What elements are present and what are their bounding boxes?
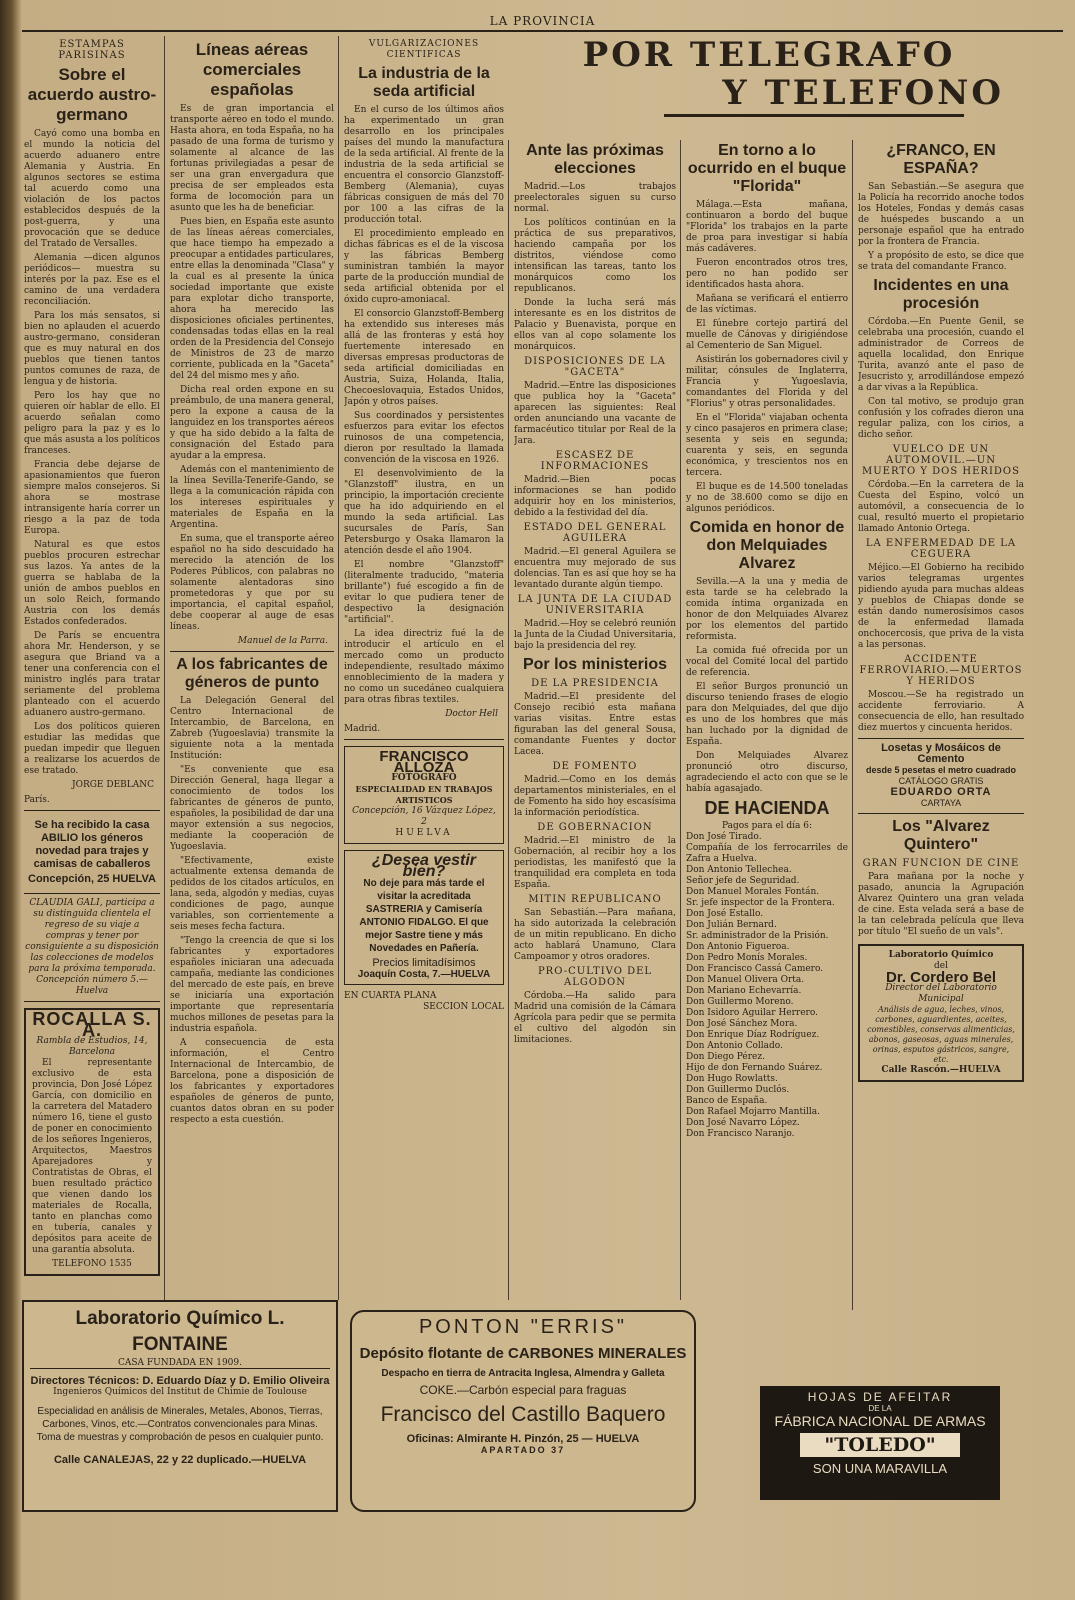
paragraph: Madrid.—Bien pocas informaciones se han podido adquirir hoy en los ministerios, debido a la festividad del día. bbox=[514, 475, 676, 518]
paragraph: Además con el mantenimiento de la línea Sevilla-Tenerife-Gando, se llega a la comunicación rápida con los intereses espirituales y materiales de España en la Argentina. bbox=[170, 465, 334, 530]
paragraph: Pagos para el día 6: bbox=[721, 821, 813, 831]
list-item: Compañía de los ferrocarriles de Zafra a Huelva. bbox=[686, 843, 848, 864]
list-item: Don Antonio Collado. bbox=[686, 1041, 783, 1051]
subheading: VUELCO DE UN AUTOMOVIL.—UN MUERTO Y DOS HERIDOS bbox=[862, 444, 1020, 477]
list-item: Don Rafael Mojarro Mantilla. bbox=[686, 1107, 820, 1117]
subheading: LA JUNTA DE LA CIUDAD UNIVERSITARIA bbox=[517, 594, 673, 616]
list-item: Don Diego Pérez. bbox=[686, 1052, 765, 1062]
byline: Manuel de la Parra. bbox=[237, 636, 328, 646]
paragraph: Y a propósito de esto, se dice que se trata del comandante Franco. bbox=[858, 251, 1024, 272]
column-elecciones bbox=[514, 138, 676, 1318]
headline: A los fabricantes de géneros de punto bbox=[176, 656, 328, 691]
paragraph: Córdoba.—En Puente Genil, se celebraba una procesión, cuando el administrador de Correos de aquella localidad, don Enrique Turita, avanzó ante el paso de Jesucristo y, arrodillándose empezó a dar vivas a la República. bbox=[858, 317, 1024, 393]
paragraph: Córdoba.—Ha salido para Madrid una comisión de la Cámara Agrícola para pedir que se permita el cultivo del algodón sin limitaciones. bbox=[514, 991, 676, 1045]
column-franco bbox=[858, 138, 1024, 1308]
paragraph: Sus coordinados y persistentes esfuerzos para evitar los efectos ruinosos de una competencia, dieron por resultado la llamada convención de la viscosa en 1926. bbox=[344, 411, 504, 465]
paragraph: La Delegación General del Centro Internacional de Intercambio, de Barcelona, en Zabreb (Yugoeslavia) transmite la siguiente nota a la mentada Institución: bbox=[170, 696, 334, 761]
paragraph: Madrid.—El general Aguilera se encuentra muy mejorado de sus dolencias. Tan es así que hoy se ha levantado durante algún tiempo. bbox=[514, 547, 676, 590]
paragraph: Madrid.—El presidente del Consejo recibió esta mañana varias visitas. Entre estas figuraban las del general Sousa, comandante Fuentes y doctor Lacea. bbox=[514, 692, 676, 757]
headline: DE HACIENDA bbox=[704, 798, 830, 818]
headline: Sobre el acuerdo austro-germano bbox=[27, 65, 157, 124]
section-note: SECCION LOCAL bbox=[423, 1002, 504, 1012]
paragraph: La comida fué ofrecida por un vocal del Comité local del partido de referencia. bbox=[686, 646, 848, 678]
page-header bbox=[22, 14, 1063, 32]
paragraph: Moscou.—Se ha registrado un accidente ferroviario. A consecuencia de ello, han resultado diez muertos y cincuenta heridos. bbox=[858, 690, 1024, 733]
subheading: DE FOMENTO bbox=[552, 761, 638, 772]
paragraph: Méjico.—El Gobierno ha recibido varios telegramas urgentes pidiendo ayuda para muchas aldeas y pueblos de Chiapas donde se están dando numerosísimos casos de la enfermedad llamada onchocercosis, que priva de la vista a las personas. bbox=[858, 563, 1024, 650]
paragraph: En suma, que el transporte aéreo español no ha sido descuidado ha merecido la atención de los Poderes Públicos, con palabras no solamente alentadoras sino prometedoras y que por su importancia, el capital español, debe cooperar al auge de esas líneas. bbox=[170, 534, 334, 632]
paragraph: Córdoba.—En la carretera de la Cuesta del Espino, volcó un automóvil, a consecuencia de lo cual, resultó muerto el propietario llamado Antonio Ortega. bbox=[858, 480, 1024, 534]
list-item: Don Francisco Naranjo. bbox=[686, 1129, 795, 1139]
list-item: Don Antonio Figueroa. bbox=[686, 942, 790, 952]
paragraph: Mañana se verificará el entierro de las víctimas. bbox=[686, 294, 848, 315]
list-item: Don Guillermo Duclós. bbox=[686, 1085, 790, 1095]
ad-gali: CLAUDIA GALI, participa a su distinguida clientela el regreso de su viaje a compras y tener por consiguiente a su disposición las colecciones de modelos para la próxima temporada. Concepción número 5.—Huelva bbox=[25, 898, 159, 996]
paragraph: Pero los hay que no quieren oír hablar de ello. El acuerdo señalan como peligro para la paz y es lo que más asusta a los políticos franceses. bbox=[24, 391, 160, 456]
headline: Incidentes en una procesión bbox=[873, 277, 1009, 312]
paragraph: Madrid.—El ministro de la Gobernación, al recibir hoy a los periodistas, les manifestó que la tranquilidad era completa en toda España. bbox=[514, 836, 676, 890]
paragraph: Sevilla.—A la una y media de esta tarde se ha celebrado la comida íntima organizada en honor de don Melquiades Alvarez por los elementos del partido reformista. bbox=[686, 577, 848, 642]
paragraph: Madrid.—Como en los demás departamentos ministeriales, en el de Fomento ha sido hoy escasísima la información periodística. bbox=[514, 775, 676, 818]
paragraph: Los dos políticos quieren estudiar las medidas que puedan impedir que lleguen a realizarse los acuerdos de ese tratado. bbox=[24, 722, 160, 776]
column-florida bbox=[686, 138, 848, 1318]
paragraph: Cayó como una bomba en el mundo la noticia del acuerdo aduanero entre Alemania y Austria. En algunos sectores se estima tal acuerdo como una violación de los pactos establecidos después de la post-guerra, y una provocación que se deduce del Tratado de Versalles. bbox=[24, 129, 160, 249]
headline: Los "Alvarez Quintero" bbox=[892, 818, 990, 853]
paragraph: Natural es que estos pueblos procuren estrechar sus lazos. Ya antes de la guerra se hablaba de la unión de ambos pueblos en un solo Reich, formando Austria con los demás Estados confederados. bbox=[24, 540, 160, 627]
list-item: Don Mariano Echevarría. bbox=[686, 986, 802, 996]
ad-toledo: HOJAS DE AFEITAR DE LA FÁBRICA NACIONAL DE ARMAS "TOLEDO" SON UNA MARAVILLA bbox=[760, 1386, 1000, 1500]
subheading: ACCIDENTE FERROVIARIO.—MUERTOS Y HERIDOS bbox=[859, 654, 1023, 687]
list-item: Banco de España. bbox=[686, 1096, 768, 1106]
list-item: Don José Sánchez Mora. bbox=[686, 1019, 798, 1029]
payments-list bbox=[686, 832, 848, 1140]
paragraph: El nombre "Glanzstoff" (literalmente traducido, "materia brillante") fué escogido a fin de evitar lo que pudiera tener de despectivo la designación "artificial". bbox=[344, 560, 504, 625]
list-item: Don José Navarro López. bbox=[686, 1118, 800, 1128]
list-item: Don Manuel Morales Fontán. bbox=[686, 887, 820, 897]
paragraph: Don Melquiades Alvarez pronunció otro discurso, agradeciendo el acto con que se le había agasajado. bbox=[686, 751, 848, 794]
paragraph: El procedimiento empleado en dichas fábricas es el de la viscosa y las fábricas Bemberg suministran también la mayor parte de la producción mundial de seda artificial obtenida por el óxido cupro-amoniacal. bbox=[344, 229, 504, 305]
column-seda bbox=[344, 36, 504, 1316]
headline: Líneas aéreas comerciales españolas bbox=[195, 40, 309, 99]
list-item: Señor jefe de Seguridad. bbox=[686, 876, 800, 886]
ad-orta: Losetas y Mosáicos de Cemento desde 5 pesetas el metro cuadrado CATÁLOGO GRATIS EDUARDO ORTA CARTAYA bbox=[865, 742, 1017, 808]
subheading: ESTADO DEL GENERAL AGUILERA bbox=[523, 522, 667, 544]
ad-rocalla: ROCALLA S. A. Rambla de Estudios, 14, Barcelona El representante exclusivo de esta provincia, Don José López García, con domicilio en la carretera del Matadero número 16, tiene el gusto de poner en conocimiento de los señores Ingenieros, Arquitectos, Maestros Aparejadores y Contratistas de Obras, el buen resultado práctico que vienen dando los materiales de Rocalla, tanto en planchas como en tubería, canales y depósitos para aceite de una garantía absoluta. TELEFONO 1535 bbox=[24, 1008, 160, 1276]
section-note: EN CUARTA PLANA bbox=[344, 991, 437, 1001]
paragraph: En el "Florida" viajaban ochenta y cinco pasajeros en primera clase; sesenta y seis en segunda; cuarenta y seis, en segunda económica, y trescientos nos en tercera. bbox=[686, 413, 848, 478]
paper-name: LA PROVINCIA bbox=[489, 14, 596, 28]
list-item: Don Antonio Tellechea. bbox=[686, 865, 792, 875]
column-rule bbox=[508, 140, 509, 1300]
subheading: DE LA PRESIDENCIA bbox=[531, 678, 659, 689]
paragraph: Francia debe dejarse de apasionamientos que fueron siempre malos consejeros. Si ahora se mostrase intransigente haría correr un riesgo a la paz de toda Europa. bbox=[24, 460, 160, 536]
paragraph: De París se encuentra ahora Mr. Henderson, y se asegura que Briand va a tener una conferencia con el ministro inglés para tratar seriamente del problema planteado con el acuerdo aduanero austro-germano. bbox=[24, 631, 160, 718]
ad-cordero: Laboratorio Químico del Dr. Cordero Bel Director del Laboratorio Municipal Análisis de agua, leches, vinos, carbones, aguardientes, aceites, comestibles, conservas alimenticias, abonos, gaseosas, aguas minerales, orinas, esputos gástricos, sangre, etc. Calle Rascón.—HUELVA bbox=[858, 944, 1024, 1082]
subheading: MITIN REPUBLICANO bbox=[528, 894, 662, 905]
paragraph: Es de gran importancia el transporte aéreo en todo el mundo. Hasta ahora, en toda España, no ha pasado de una forma de turismo y solamente al alcance de las fortunas privilegiadas a pesar de ser una gran envergadura que precisa de ser empleados esta forma de locomoción para un asunto que les ha de beneficiar. bbox=[170, 104, 334, 213]
headline: La industria de la seda artificial bbox=[358, 65, 490, 100]
paragraph: El consorcio Glanzstoff-Bemberg ha extendido sus intereses más allá de las fronteras y está hoy fuertemente interesado en diversas empresas productoras de seda artificial domiciliadas en Austria, Suiza, Holanda, Italia, Checoeslovaquia, Estados Unidos, Japón y otros países. bbox=[344, 309, 504, 407]
banner-line-1: POR TELEGRAFO bbox=[582, 35, 956, 75]
paragraph: Madrid.—Entre las disposiciones que publica hoy la "Gaceta" aparecen las siguientes: Real orden anunciando una vacante de farmacéutico titular por Real de la Jara. bbox=[514, 381, 676, 446]
headline: ¿FRANCO, EN ESPAÑA? bbox=[886, 142, 996, 177]
banner-line-2: Y TELEFONO bbox=[722, 73, 1004, 113]
paragraph: Pues bien, en España este asunto de las líneas aéreas comerciales, que hace tiempo ha empezado a preocupar a entidades particulares, entre ellas la denominada "Clasa" y la cual es al presente la única sociedad importante que existe para explotar dicho transporte, ahora ha merecido las disposiciones oficiales pertinentes, condensadas todas ellas en la real orden de la Presidencia del Consejo de Ministros de 23 de marzo corriente, publicada en la "Gaceta" del 24 del mismo mes y año. bbox=[170, 217, 334, 381]
telegrafo-banner bbox=[514, 36, 1024, 136]
list-item: Sr. jefe inspector de la Frontera. bbox=[686, 898, 835, 908]
ad-abilio: Se ha recibido la casa ABILIO los géneros novedad para trajes y camisas de caballeros Concepción, 25 HUELVA bbox=[28, 819, 156, 885]
paragraph: Madrid.—Los trabajos preelectorales siguen su curso normal. bbox=[514, 182, 676, 214]
subheading: ESCASEZ DE INFORMACIONES bbox=[540, 450, 650, 472]
ad-fontaine: Laboratorio Químico L. FONTAINE CASA FUNDADA EN 1909. Directores Técnicos: D. Eduardo Díaz y D. Emilio Oliveira Ingenieros Químicos del Institut de Chimie de Toulouse Especialidad en análisis de Minerales, Metales, Abonos, Tierras, Carbones, Vinos, etc.—Contratos convencionales para Minas. Toma de muestras y comprobación de pesos en cualquier punto. Calle CANALEJAS, 22 y 22 duplicado.—HUELVA bbox=[22, 1300, 338, 1512]
byline: Doctor Hell bbox=[445, 709, 498, 719]
headline: Por los ministerios bbox=[522, 656, 668, 673]
kicker: VULGARIZACIONES CIENTIFICAS bbox=[368, 39, 480, 60]
paragraph: Fueron encontrados otros tres, pero no han podido ser identificados hasta ahora. bbox=[686, 258, 848, 290]
list-item: Don Manuel Olivera Orta. bbox=[686, 975, 805, 985]
list-item: Don Hugo Rowlatts. bbox=[686, 1074, 778, 1084]
list-item: Don Pedro Monís Morales. bbox=[686, 953, 808, 963]
byline: JORGE DEBLANC bbox=[71, 780, 154, 790]
column-rule bbox=[680, 140, 681, 1300]
paragraph: Dicha real orden expone en su preámbulo, de una manera general, pero la expone a causa de la languidez en los transportes aéreos y que ha sido debido a la falta de consignación del Estado para ayudar a la empresa. bbox=[170, 385, 334, 461]
list-item: Don Francisco Cassá Camero. bbox=[686, 964, 824, 974]
subheading: PRO-CULTIVO DEL ALGODON bbox=[537, 966, 653, 988]
headline: En torno a lo ocurrido en el buque "Florida" bbox=[687, 142, 847, 195]
paragraph: Para los más sensatos, si bien no aplauden el acuerdo austro-germano, consideran que es muy natural en dos pueblos que tienen tantos puntos comunes de raza, de lengua y de historia. bbox=[24, 311, 160, 387]
paragraph: San Sebastián.—Se asegura que la Policía ha recorrido anoche todos los Hoteles, Fondas y demás casas de huéspedes buscando a un personaje español que ha entrado por la frontera de Francia. bbox=[858, 182, 1024, 247]
headline: Ante las próximas elecciones bbox=[526, 142, 664, 177]
paragraph: El desenvolvimiento de la "Glanzstoff" ilustra, en un principio, la importación creciente que ha ido adquiriendo en el mundo la seda artificial. Las sucursales de París, San Petersburgo y Osaka llamaron la atención desde el año 1904. bbox=[344, 469, 504, 556]
list-item: Sr. administrador de la Prisión. bbox=[686, 931, 829, 941]
paragraph: El fúnebre cortejo partirá del muelle de Cánovas y dirigiéndose al Cementerio de San Miguel. bbox=[686, 319, 848, 351]
list-item: Don Guillermo Moreno. bbox=[686, 997, 794, 1007]
list-item: Don Julián Bernard. bbox=[686, 920, 777, 930]
subheading: LA ENFERMEDAD DE LA CEGUERA bbox=[865, 538, 1017, 560]
list-item: Don Enrique Díaz Rodríguez. bbox=[686, 1030, 820, 1040]
paragraph: Alemania —dicen algunos periódicos— muestra su interés por la paz. Ese es el camino de una verdadera reconciliación. bbox=[24, 253, 160, 307]
dateline: París. bbox=[24, 795, 50, 805]
list-item: Don José Tirado. bbox=[686, 832, 762, 842]
paragraph: San Sebastián.—Para mañana, ha sido autorizada la celebración de un mitin republicano. En dicho acto hablará Unamuno, Clara Campoamor y otros oradores. bbox=[514, 908, 676, 962]
column-lineas-aereas bbox=[170, 36, 334, 1316]
list-item: Don Isidoro Aguilar Herrero. bbox=[686, 1008, 818, 1018]
dateline: Madrid. bbox=[344, 724, 381, 734]
paragraph: Asistirán los gobernadores civil y militar, cónsules de Inglaterra, Francia y Yugoeslavia, comandantes del Florida y del "Florius" y otras personalidades. bbox=[686, 355, 848, 409]
ad-fidalgo: ¿Desea vestir bien? No deje para más tarde el visitar la acreditada SASTRERIA y Camisería ANTONIO FIDALGO. El que mejor Sastre tiene y más Novedades en Pañería. Precios limitadísimos Joaquín Costa, 7.—HUELVA bbox=[344, 850, 504, 985]
ad-alloza: FRANCISCO ALLOZA FOTÓGRAFO ESPECIALIDAD EN TRABAJOS ARTISTICOS Concepción, 16 Vázquez López, 2 HUELVA bbox=[344, 746, 504, 844]
paragraph: "Tengo la creencia de que si los fabricantes y exportadores españoles iniciaran una adecuada campaña, mediante las condiciones del mercado de este país, en breve se iniciaría una exportación importante que representaría muchos millones de pesetas para la industria española. bbox=[170, 936, 334, 1034]
paragraph: "Es conveniente que esa Dirección General, haga llegar a conocimiento de todos los fabricantes de géneros de punto, españoles, la posibilidad de dar una mayor extensión a sus negocios, mediante la cooperación de Yugoeslavia. bbox=[170, 765, 334, 852]
paragraph: El señor Burgos pronunció un discurso teniendo frases de elogio para don Melquiades, del que dijo es uno de los hombres que más han luchado por la dignidad de España. bbox=[686, 682, 848, 747]
paragraph: Los políticos continúan en la práctica de sus preparativos, haciendo campaña por los distritos, viéndose como intensifican las tareas, tanto los monárquicos como los republicanos. bbox=[514, 218, 676, 294]
list-item: Don José Estallo. bbox=[686, 909, 764, 919]
paragraph: Donde la lucha será más interesante es en los distritos de Palacio y Buenavista, porque en ellos van al copo solamente los monárquicos. bbox=[514, 298, 676, 352]
paragraph: En el curso de los últimos años ha experimentado un gran desarrollo en los principales países del mundo la manufactura de la seda artificial. Al frente de la industria de la seda artificial se encuentra el consorcio Glanzstoff-Bemberg (Alemania), cuyas fábricas consiguen de más del 70 por 100 a las cifras de la producción total. bbox=[344, 105, 504, 225]
paragraph: Con tal motivo, se produjo gran confusión y los cofrades dieron una regular paliza, con los cirios, a dicho señor. bbox=[858, 397, 1024, 440]
column-estampas bbox=[24, 36, 160, 1316]
paragraph: Madrid.—Hoy se celebró reunión la Junta de la Ciudad Universitaria, bajo la presidencia del rey. bbox=[514, 619, 676, 651]
paragraph: Málaga.—Esta mañana, continuaron a bordo del buque "Florida" los trabajos en la parte de proa para investigar si había más cadáveres. bbox=[686, 200, 848, 254]
subheading: GRAN FUNCION DE CINE bbox=[862, 858, 1020, 869]
column-rule bbox=[852, 140, 853, 1310]
paragraph: El buque es de 14.500 toneladas y no de 38.600 como se dijo en algunos periódicos. bbox=[686, 482, 848, 514]
paragraph: Para mañana por la noche y pasado, anuncia la Agrupación Alvarez Quintero una gran velada de cine. Esta velada será a base de la tan celebrada película que lleva por título "El sueño de un vals". bbox=[858, 872, 1024, 937]
paragraph: La idea directriz fué la de introducir el artículo en el mercado como un producto independiente, resultado máximo ennoblecimiento de la madera y no como un sucedáneo cualquiera para otras fibras textiles. bbox=[344, 629, 504, 705]
paragraph: A consecuencia de esta información, el Centro Internacional de Intercambio, de Barcelona, pone a disposición de los fabricantes y exportadores españoles de géneros de punto, cuantos datos obran en su poder respecto a esta cuestión. bbox=[170, 1038, 334, 1125]
subheading: DE GOBERNACION bbox=[537, 822, 653, 833]
list-item: Hijo de don Fernando Suárez. bbox=[686, 1063, 823, 1073]
ad-erris: PONTON "ERRIS" Depósito flotante de CARBONES MINERALES Despacho en tierra de Antracita Inglesa, Almendra y Galleta COKE.—Carbón especial para fraguas Francisco del Castillo Baquero Oficinas: Almirante H. Pinzón, 25 — HUELVA APARTADO 37 bbox=[350, 1310, 696, 1512]
paragraph: "Efectivamente, existe actualmente extensa demanda de pedidos de los citados artículos, en lana, seda, algodón y medias, cuyas condiciones de pago, aunque variables, son corrientemente a seis meses fecha factura. bbox=[170, 856, 334, 932]
headline: Comida en honor de don Melquiades Alvarez bbox=[689, 519, 845, 572]
kicker: ESTAMPAS PARISINAS bbox=[58, 39, 126, 61]
column-rule bbox=[338, 36, 339, 1300]
subheading: DISPOSICIONES DE LA "GACETA" bbox=[524, 356, 666, 378]
column-rule bbox=[164, 36, 165, 1300]
